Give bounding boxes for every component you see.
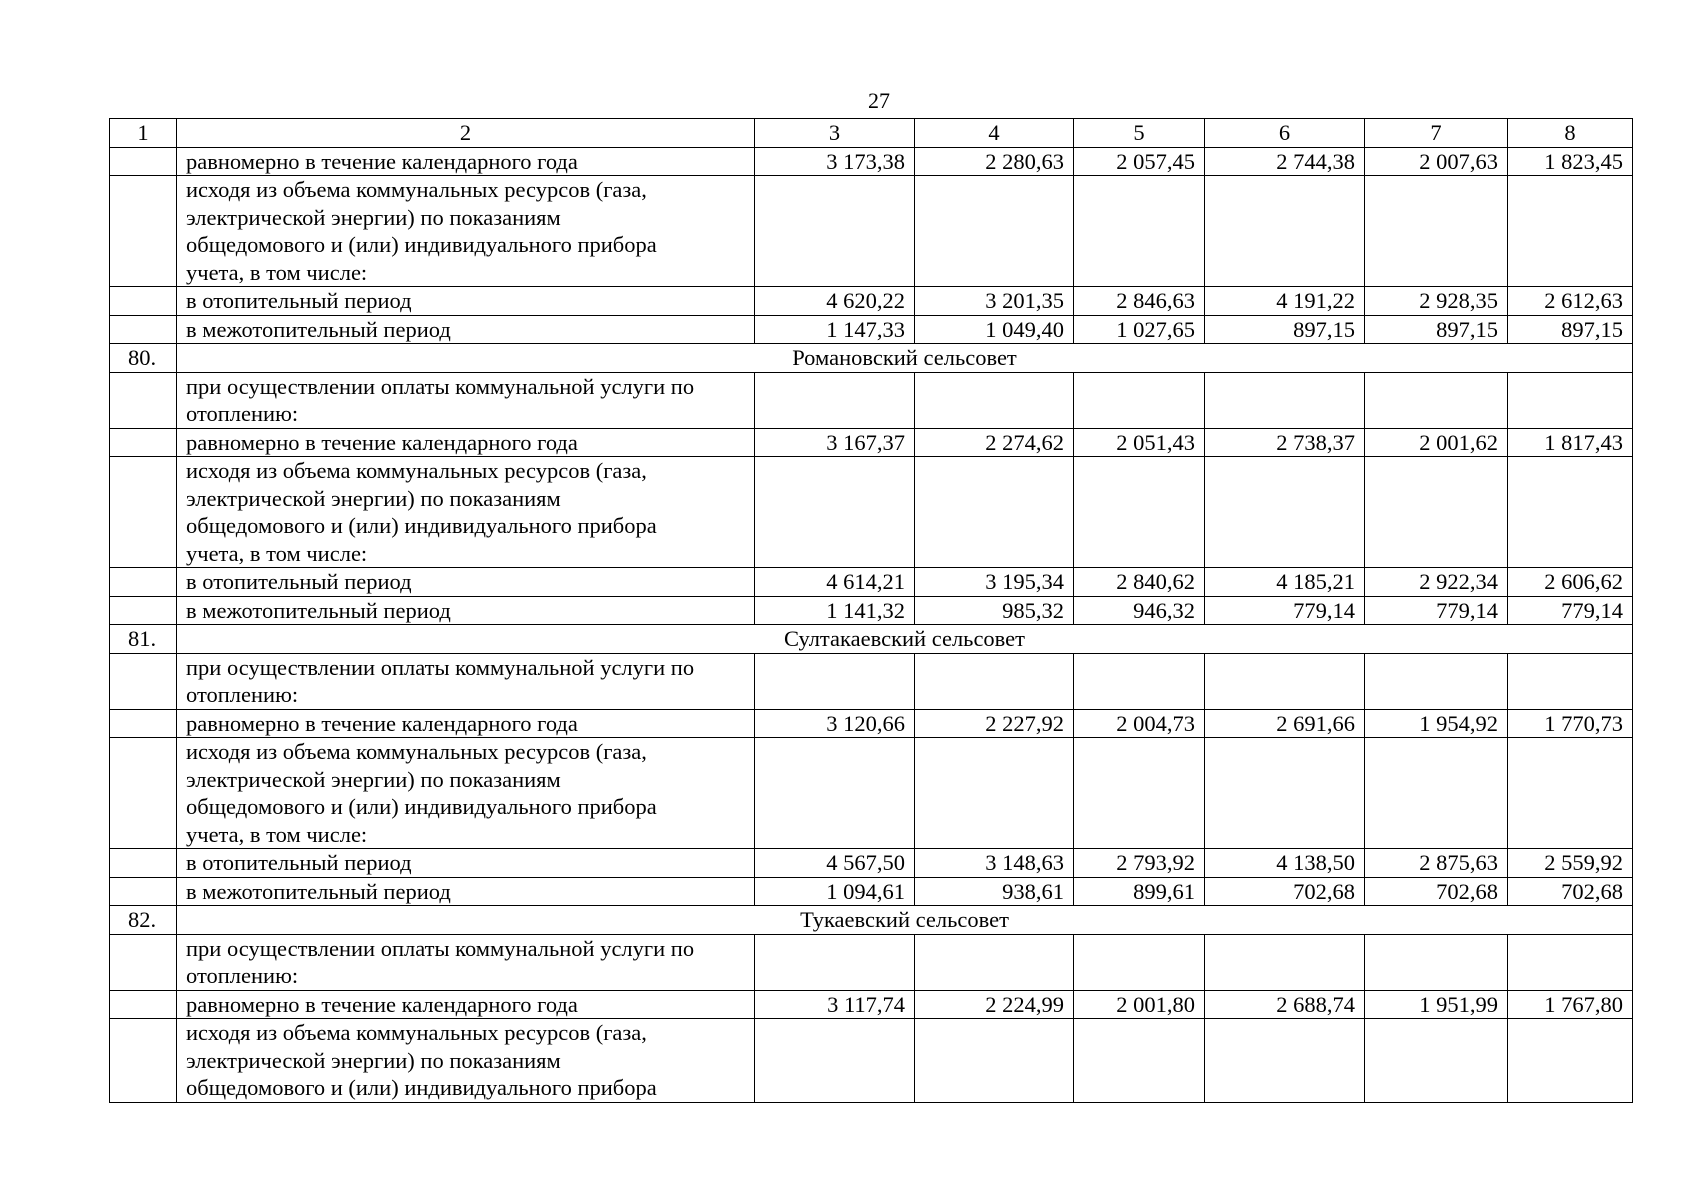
- section-header-row: [110, 906, 1633, 935]
- value-cell-col-7: [1365, 653, 1508, 709]
- table-row: [110, 990, 1633, 1019]
- value-cell-col-5: 2 001,80: [1074, 990, 1205, 1019]
- value-cell-col-4: 938,61: [915, 877, 1074, 906]
- row-description: равномерно в течение календарного года: [177, 147, 755, 176]
- value-cell-col-6: 779,14: [1205, 596, 1365, 625]
- column-header: 1: [110, 119, 177, 148]
- value-cell-col-5: 2 840,62: [1074, 568, 1205, 597]
- value-cell-col-3: [755, 1019, 915, 1103]
- row-number: [110, 849, 177, 878]
- value-cell-col-8: [1508, 457, 1633, 568]
- row-number: [110, 990, 177, 1019]
- value-cell-col-7: [1365, 1019, 1508, 1103]
- value-cell-col-4: [915, 738, 1074, 849]
- value-cell-col-7: 1 951,99: [1365, 990, 1508, 1019]
- row-description: равномерно в течение календарного года: [177, 990, 755, 1019]
- row-number: [110, 287, 177, 316]
- value-cell-col-3: 1 141,32: [755, 596, 915, 625]
- value-cell-col-5: 2 004,73: [1074, 709, 1205, 738]
- value-cell-col-5: 2 057,45: [1074, 147, 1205, 176]
- row-description: исходя из объема коммунальных ресурсов (газа, электрической энергии) по показаниям общедомового и (или) индивидуального прибора учета, в том числе:: [177, 176, 755, 287]
- value-cell-col-8: 897,15: [1508, 315, 1633, 344]
- row-number: [110, 372, 177, 428]
- value-cell-col-3: 1 147,33: [755, 315, 915, 344]
- description-row: [110, 372, 1633, 428]
- value-cell-col-8: 1 770,73: [1508, 709, 1633, 738]
- value-cell-col-5: 2 051,43: [1074, 428, 1205, 457]
- value-cell-col-7: 2 922,34: [1365, 568, 1508, 597]
- description-row: [110, 1019, 1633, 1103]
- value-cell-col-7: 2 928,35: [1365, 287, 1508, 316]
- value-cell-col-4: 2 280,63: [915, 147, 1074, 176]
- value-cell-col-7: 779,14: [1365, 596, 1508, 625]
- value-cell-col-5: [1074, 457, 1205, 568]
- value-cell-col-4: 3 201,35: [915, 287, 1074, 316]
- value-cell-col-7: [1365, 372, 1508, 428]
- value-cell-col-5: [1074, 738, 1205, 849]
- row-description: при осуществлении оплаты коммунальной услуги по отоплению:: [177, 934, 755, 990]
- row-number: [110, 653, 177, 709]
- value-cell-col-8: [1508, 653, 1633, 709]
- value-cell-col-4: 985,32: [915, 596, 1074, 625]
- row-number: 80.: [110, 344, 177, 373]
- value-cell-col-4: [915, 934, 1074, 990]
- row-number: [110, 176, 177, 287]
- row-number: [110, 568, 177, 597]
- row-description: при осуществлении оплаты коммунальной услуги по отоплению:: [177, 372, 755, 428]
- row-number: [110, 709, 177, 738]
- value-cell-col-3: [755, 457, 915, 568]
- value-cell-col-8: [1508, 738, 1633, 849]
- value-cell-col-8: [1508, 176, 1633, 287]
- value-cell-col-6: [1205, 1019, 1365, 1103]
- row-number: [110, 147, 177, 176]
- value-cell-col-6: [1205, 934, 1365, 990]
- value-cell-col-8: [1508, 934, 1633, 990]
- value-cell-col-7: 897,15: [1365, 315, 1508, 344]
- value-cell-col-3: 4 614,21: [755, 568, 915, 597]
- value-cell-col-4: 3 195,34: [915, 568, 1074, 597]
- value-cell-col-7: [1365, 176, 1508, 287]
- value-cell-col-7: 702,68: [1365, 877, 1508, 906]
- row-description: равномерно в течение календарного года: [177, 428, 755, 457]
- value-cell-col-5: [1074, 934, 1205, 990]
- section-title: Романовский сельсовет: [177, 344, 1633, 373]
- value-cell-col-8: 1 823,45: [1508, 147, 1633, 176]
- value-cell-col-4: [915, 372, 1074, 428]
- row-number: [110, 1019, 177, 1103]
- value-cell-col-3: [755, 934, 915, 990]
- value-cell-col-4: 2 274,62: [915, 428, 1074, 457]
- value-cell-col-6: 4 191,22: [1205, 287, 1365, 316]
- value-cell-col-3: 1 094,61: [755, 877, 915, 906]
- value-cell-col-3: 3 173,38: [755, 147, 915, 176]
- value-cell-col-4: [915, 653, 1074, 709]
- description-row: [110, 934, 1633, 990]
- value-cell-col-8: 2 559,92: [1508, 849, 1633, 878]
- value-cell-col-6: 2 691,66: [1205, 709, 1365, 738]
- row-description: исходя из объема коммунальных ресурсов (газа, электрической энергии) по показаниям общедомового и (или) индивидуального прибора учета, в том числе:: [177, 738, 755, 849]
- value-cell-col-5: [1074, 1019, 1205, 1103]
- value-cell-col-6: 702,68: [1205, 877, 1365, 906]
- page-number: 27: [868, 88, 890, 113]
- value-cell-col-3: 3 117,74: [755, 990, 915, 1019]
- value-cell-col-6: [1205, 738, 1365, 849]
- value-cell-col-3: 4 620,22: [755, 287, 915, 316]
- row-number: 82.: [110, 906, 177, 935]
- value-cell-col-4: [915, 457, 1074, 568]
- value-cell-col-5: [1074, 176, 1205, 287]
- value-cell-col-4: [915, 1019, 1074, 1103]
- section-title: Тукаевский сельсовет: [177, 906, 1633, 935]
- row-number: [110, 934, 177, 990]
- value-cell-col-6: [1205, 372, 1365, 428]
- table-row: [110, 147, 1633, 176]
- table-row: [110, 428, 1633, 457]
- value-cell-col-5: 946,32: [1074, 596, 1205, 625]
- value-cell-col-6: 4 185,21: [1205, 568, 1365, 597]
- column-header: 6: [1205, 119, 1365, 148]
- value-cell-col-7: 1 954,92: [1365, 709, 1508, 738]
- value-cell-col-6: [1205, 176, 1365, 287]
- table-row: [110, 596, 1633, 625]
- value-cell-col-8: 779,14: [1508, 596, 1633, 625]
- value-cell-col-4: 1 049,40: [915, 315, 1074, 344]
- value-cell-col-8: [1508, 372, 1633, 428]
- row-number: [110, 428, 177, 457]
- value-cell-col-8: 702,68: [1508, 877, 1633, 906]
- value-cell-col-6: [1205, 457, 1365, 568]
- value-cell-col-7: 2 007,63: [1365, 147, 1508, 176]
- value-cell-col-3: [755, 738, 915, 849]
- table-row: [110, 315, 1633, 344]
- value-cell-col-3: [755, 372, 915, 428]
- row-number: [110, 596, 177, 625]
- column-header: 5: [1074, 119, 1205, 148]
- row-description: в межотопительный период: [177, 315, 755, 344]
- table-row: [110, 849, 1633, 878]
- value-cell-col-6: 4 138,50: [1205, 849, 1365, 878]
- row-description: в межотопительный период: [177, 596, 755, 625]
- value-cell-col-7: [1365, 934, 1508, 990]
- description-row: [110, 176, 1633, 287]
- row-number: [110, 315, 177, 344]
- column-header: 2: [177, 119, 755, 148]
- table-row: [110, 877, 1633, 906]
- row-description: в межотопительный период: [177, 877, 755, 906]
- row-description: при осуществлении оплаты коммунальной услуги по отоплению:: [177, 653, 755, 709]
- value-cell-col-8: 1 767,80: [1508, 990, 1633, 1019]
- row-number: 81.: [110, 625, 177, 654]
- section-header-row: [110, 344, 1633, 373]
- row-description: в отопительный период: [177, 287, 755, 316]
- row-number: [110, 457, 177, 568]
- table-row: [110, 568, 1633, 597]
- value-cell-col-7: [1365, 457, 1508, 568]
- value-cell-col-8: 2 612,63: [1508, 287, 1633, 316]
- value-cell-col-6: 2 738,37: [1205, 428, 1365, 457]
- description-row: [110, 457, 1633, 568]
- value-cell-col-8: [1508, 1019, 1633, 1103]
- value-cell-col-8: 1 817,43: [1508, 428, 1633, 457]
- value-cell-col-5: 1 027,65: [1074, 315, 1205, 344]
- value-cell-col-3: [755, 176, 915, 287]
- section-header-row: [110, 625, 1633, 654]
- row-description: в отопительный период: [177, 849, 755, 878]
- column-header: 4: [915, 119, 1074, 148]
- value-cell-col-5: 2 846,63: [1074, 287, 1205, 316]
- value-cell-col-6: 2 688,74: [1205, 990, 1365, 1019]
- value-cell-col-6: 897,15: [1205, 315, 1365, 344]
- value-cell-col-7: 2 875,63: [1365, 849, 1508, 878]
- column-header-row: [110, 119, 1633, 148]
- value-cell-col-5: [1074, 653, 1205, 709]
- table-row: [110, 287, 1633, 316]
- row-description: исходя из объема коммунальных ресурсов (газа, электрической энергии) по показаниям общедомового и (или) индивидуального прибора: [177, 1019, 755, 1103]
- value-cell-col-6: [1205, 653, 1365, 709]
- column-header: 3: [755, 119, 915, 148]
- value-cell-col-3: 3 167,37: [755, 428, 915, 457]
- value-cell-col-7: 2 001,62: [1365, 428, 1508, 457]
- row-description: в отопительный период: [177, 568, 755, 597]
- value-cell-col-4: 2 224,99: [915, 990, 1074, 1019]
- value-cell-col-4: [915, 176, 1074, 287]
- column-header: 8: [1508, 119, 1633, 148]
- value-cell-col-6: 2 744,38: [1205, 147, 1365, 176]
- value-cell-col-7: [1365, 738, 1508, 849]
- value-cell-col-5: [1074, 372, 1205, 428]
- value-cell-col-5: 2 793,92: [1074, 849, 1205, 878]
- value-cell-col-5: 899,61: [1074, 877, 1205, 906]
- description-row: [110, 738, 1633, 849]
- description-row: [110, 653, 1633, 709]
- value-cell-col-4: 3 148,63: [915, 849, 1074, 878]
- value-cell-col-8: 2 606,62: [1508, 568, 1633, 597]
- table-row: [110, 709, 1633, 738]
- row-number: [110, 738, 177, 849]
- section-title: Султакаевский сельсовет: [177, 625, 1633, 654]
- column-header: 7: [1365, 119, 1508, 148]
- value-cell-col-3: 3 120,66: [755, 709, 915, 738]
- value-cell-col-4: 2 227,92: [915, 709, 1074, 738]
- row-description: исходя из объема коммунальных ресурсов (газа, электрической энергии) по показаниям общедомового и (или) индивидуального прибора учета, в том числе:: [177, 457, 755, 568]
- value-cell-col-3: [755, 653, 915, 709]
- value-cell-col-3: 4 567,50: [755, 849, 915, 878]
- row-description: равномерно в течение календарного года: [177, 709, 755, 738]
- tariff-table: [109, 118, 1633, 1103]
- row-number: [110, 877, 177, 906]
